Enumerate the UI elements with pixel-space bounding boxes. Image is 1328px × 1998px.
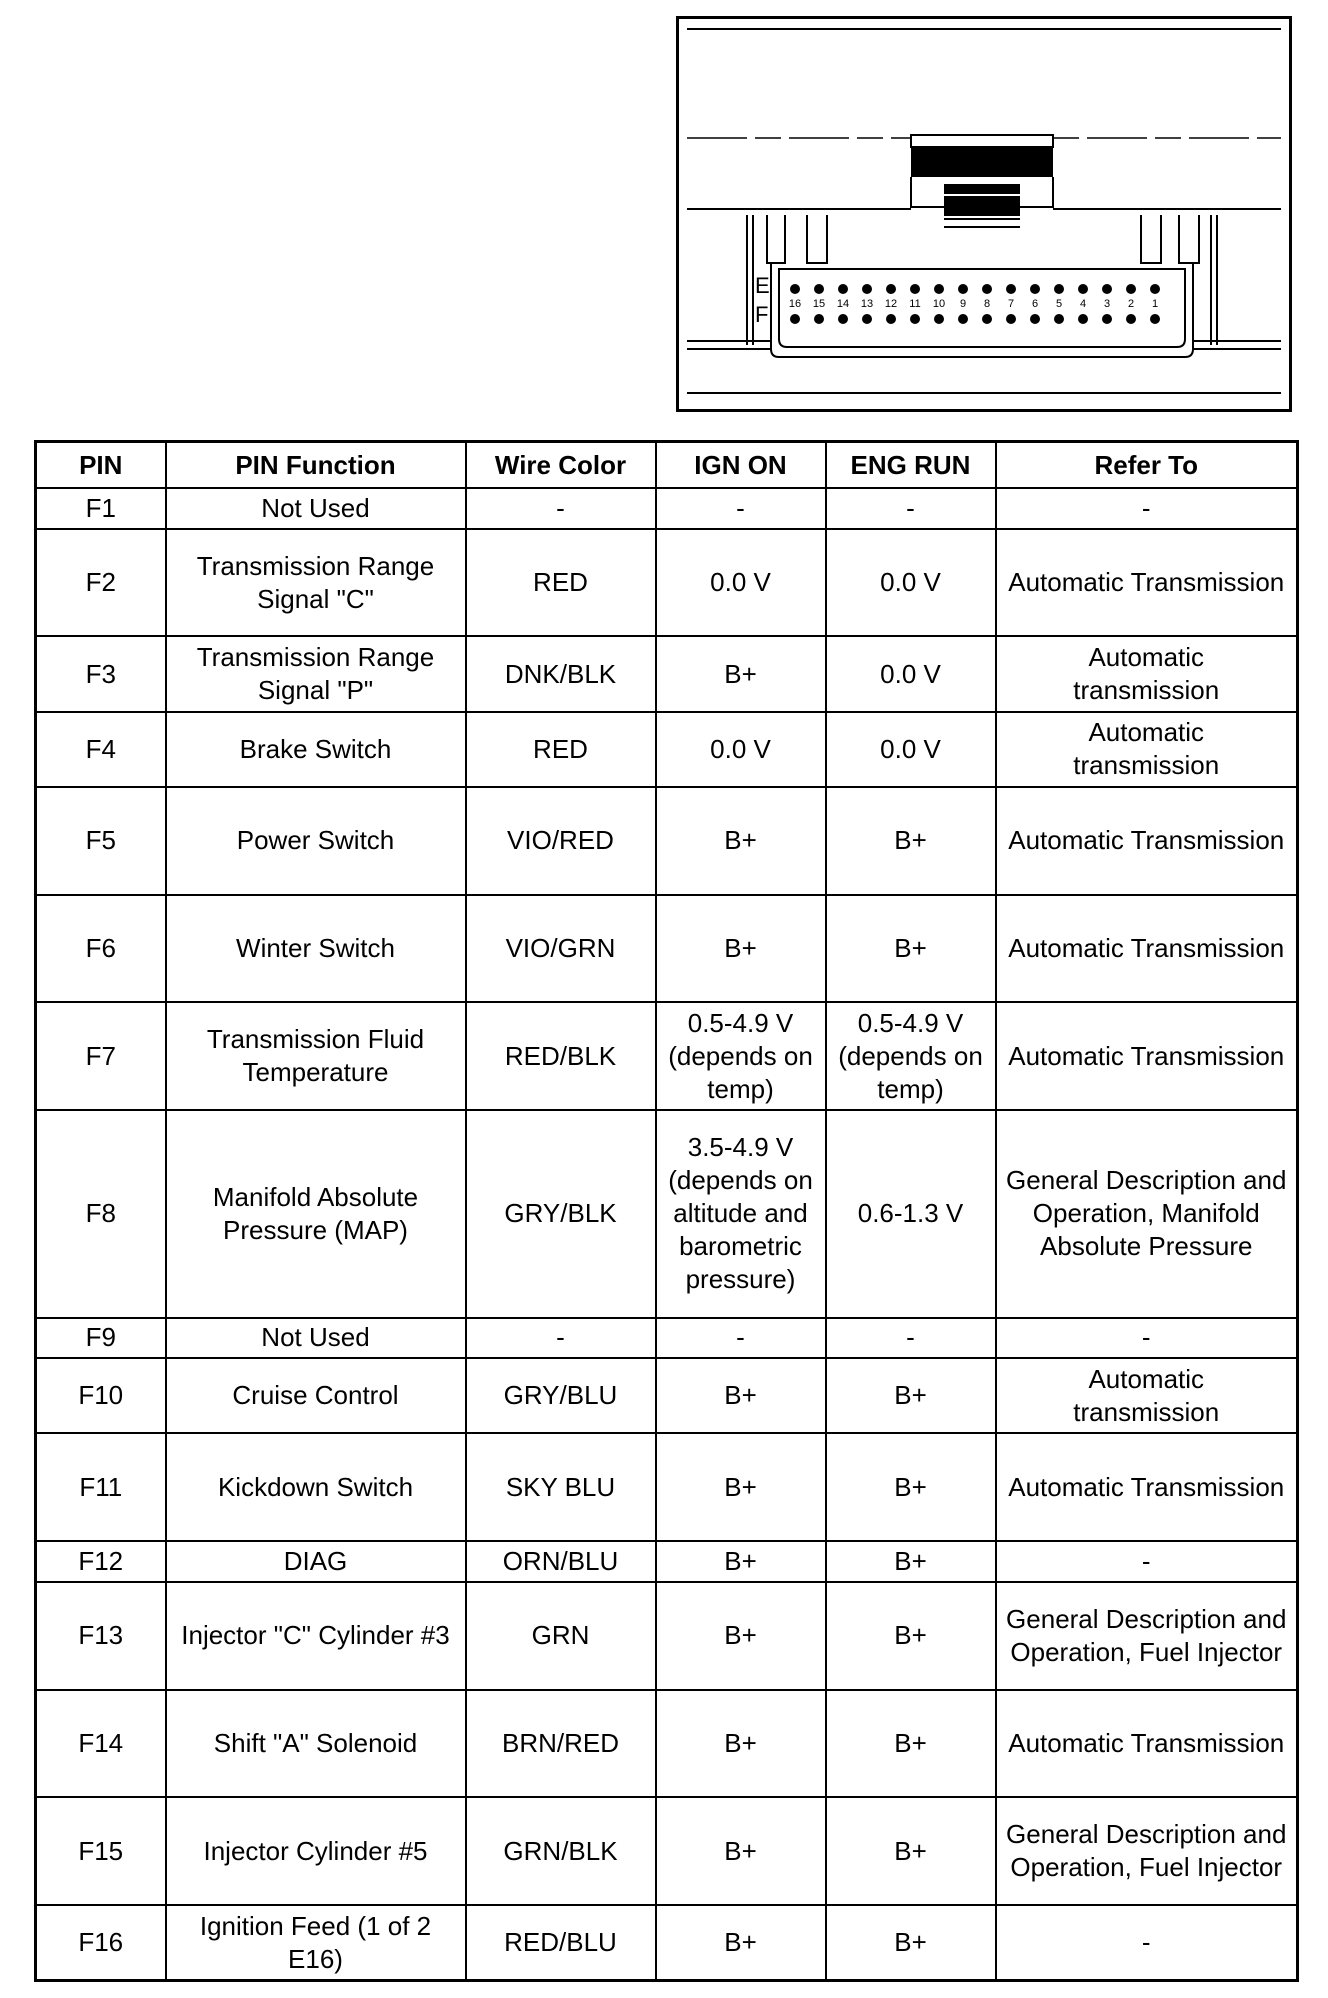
- pin-dot-e: [1102, 284, 1112, 294]
- refer-to-cell: -: [996, 1318, 1298, 1359]
- pin-dot-e: [1078, 284, 1088, 294]
- wire-color-cell: SKY BLU: [466, 1433, 656, 1541]
- pin-dot-e: [1126, 284, 1136, 294]
- pin-cell: F10: [36, 1358, 166, 1433]
- ign-on-cell: 3.5-4.9 V (depends on altitude and barometric pressure): [656, 1110, 826, 1317]
- wire-color-cell: RED/BLK: [466, 1002, 656, 1110]
- eng-run-cell: B+: [826, 787, 996, 895]
- ign-on-cell: B+: [656, 1433, 826, 1541]
- table-row: [36, 1905, 1298, 1980]
- pin-dot-f: [1102, 314, 1112, 324]
- pin-dot-e: [982, 284, 992, 294]
- wire-color-cell: RED: [466, 712, 656, 787]
- pin-dot-e: [910, 284, 920, 294]
- eng-run-cell: -: [826, 488, 996, 529]
- pin-cell: F15: [36, 1797, 166, 1905]
- wire-color-cell: -: [466, 1318, 656, 1359]
- pin-cell: F16: [36, 1905, 166, 1980]
- refer-to-cell: General Description and Operation, Manifold Absolute Pressure: [996, 1110, 1298, 1317]
- table-row: [36, 1318, 1298, 1359]
- pin-cell: F6: [36, 895, 166, 1003]
- pin-function-cell: Transmission Fluid Temperature: [166, 1002, 466, 1110]
- pin-cell: F8: [36, 1110, 166, 1317]
- eng-run-cell: B+: [826, 895, 996, 1003]
- table-row: [36, 1433, 1298, 1541]
- header-ign-on: IGN ON: [656, 442, 826, 489]
- eng-run-cell: 0.0 V: [826, 636, 996, 711]
- eng-run-cell: B+: [826, 1358, 996, 1433]
- pin-dot-f: [958, 314, 968, 324]
- pin-number-label: 6: [1031, 298, 1039, 310]
- wire-color-cell: BRN/RED: [466, 1690, 656, 1798]
- refer-to-cell: Automatic Transmission: [996, 529, 1298, 637]
- wire-color-cell: RED/BLU: [466, 1905, 656, 1980]
- pin-dot-f: [862, 314, 872, 324]
- refer-to-line-1: Automatic: [1088, 717, 1205, 748]
- pin-number-label: 13: [860, 298, 874, 310]
- ign-on-cell: B+: [656, 636, 826, 711]
- pin-dot-e: [934, 284, 944, 294]
- ign-on-cell: 0.0 V: [656, 712, 826, 787]
- pin-cell: F11: [36, 1433, 166, 1541]
- table-row: [36, 529, 1298, 637]
- pin-cell: F14: [36, 1690, 166, 1798]
- pin-function-cell: Kickdown Switch: [166, 1433, 466, 1541]
- table-row: [36, 787, 1298, 895]
- ign-on-cell: B+: [656, 787, 826, 895]
- eng-run-cell: 0.0 V: [826, 712, 996, 787]
- refer-to-cell: -: [996, 1541, 1298, 1582]
- pin-dot-e: [862, 284, 872, 294]
- pin-dot-f: [1030, 314, 1040, 324]
- eng-run-cell: 0.6-1.3 V: [826, 1110, 996, 1317]
- pin-number-label: 9: [959, 298, 967, 310]
- eng-run-cell: B+: [826, 1582, 996, 1690]
- pin-cell: F5: [36, 787, 166, 895]
- pin-cell: F3: [36, 636, 166, 711]
- pin-dot-f: [1054, 314, 1064, 324]
- eng-run-cell: B+: [826, 1690, 996, 1798]
- pin-dot-f: [886, 314, 896, 324]
- header-wire-color: Wire Color: [466, 442, 656, 489]
- eng-run-cell: B+: [826, 1797, 996, 1905]
- header-pin: PIN: [36, 442, 166, 489]
- pin-number-label: 8: [983, 298, 991, 310]
- row-label-e: E: [755, 273, 770, 298]
- pin-function-cell: Not Used: [166, 1318, 466, 1359]
- refer-to-line-1: Automatic: [1088, 642, 1205, 673]
- ign-on-cell: 0.5-4.9 V (depends on temp): [656, 1002, 826, 1110]
- header-pin-function: PIN Function: [166, 442, 466, 489]
- pin-function-cell: Power Switch: [166, 787, 466, 895]
- pin-dot-e: [1006, 284, 1016, 294]
- refer-to-line-1: Automatic: [1088, 1363, 1205, 1394]
- eng-run-cell: 0.5-4.9 V (depends on temp): [826, 1002, 996, 1110]
- ign-on-cell: B+: [656, 1905, 826, 1980]
- pin-function-cell: Brake Switch: [166, 712, 466, 787]
- pin-dot-e: [790, 284, 800, 294]
- pin-cell: F4: [36, 712, 166, 787]
- table-row: [36, 1358, 1298, 1433]
- pin-function-cell: Injector "C" Cylinder #3: [166, 1582, 466, 1690]
- pin-dot-f: [1078, 314, 1088, 324]
- wire-color-cell: GRN/BLK: [466, 1797, 656, 1905]
- pin-function-cell: DIAG: [166, 1541, 466, 1582]
- pin-dot-f: [838, 314, 848, 324]
- refer-to-cell: Automatic Transmission: [996, 1690, 1298, 1798]
- refer-to-line-2: transmission: [1073, 675, 1220, 706]
- eng-run-cell: 0.0 V: [826, 529, 996, 637]
- pin-number-label: 14: [836, 298, 850, 310]
- refer-to-cell: Automatic Transmission: [996, 895, 1298, 1003]
- connector-drawing: [679, 19, 1289, 409]
- pin-dot-f: [1126, 314, 1136, 324]
- pin-dot-e: [1054, 284, 1064, 294]
- pin-cell: F7: [36, 1002, 166, 1110]
- table-row: [36, 1797, 1298, 1905]
- table-row: [36, 1541, 1298, 1582]
- table-row: [36, 1002, 1298, 1110]
- wire-color-cell: DNK/BLK: [466, 636, 656, 711]
- eng-run-cell: B+: [826, 1905, 996, 1980]
- pin-dot-f: [934, 314, 944, 324]
- row-label-f: F: [755, 302, 769, 327]
- table-row: [36, 1110, 1298, 1317]
- ign-on-cell: B+: [656, 895, 826, 1003]
- pin-function-cell: Cruise Control: [166, 1358, 466, 1433]
- pin-dot-f: [1150, 314, 1160, 324]
- wire-color-cell: GRY/BLU: [466, 1358, 656, 1433]
- wire-color-cell: GRN: [466, 1582, 656, 1690]
- refer-to-cell: General Description and Operation, Fuel Injector: [996, 1582, 1298, 1690]
- pin-function-cell: Shift "A" Solenoid: [166, 1690, 466, 1798]
- pin-number-label: 4: [1079, 298, 1087, 310]
- wire-color-cell: ORN/BLU: [466, 1541, 656, 1582]
- refer-to-cell: -: [996, 488, 1298, 529]
- ign-on-cell: B+: [656, 1358, 826, 1433]
- wire-color-cell: VIO/RED: [466, 787, 656, 895]
- pin-cell: F2: [36, 529, 166, 637]
- pin-number-label: 12: [884, 298, 898, 310]
- pin-dot-e: [1030, 284, 1040, 294]
- eng-run-cell: B+: [826, 1433, 996, 1541]
- pin-function-cell: Ignition Feed (1 of 2 E16): [166, 1905, 466, 1980]
- pin-number-label: 11: [909, 298, 921, 310]
- pin-function-cell: Injector Cylinder #5: [166, 1797, 466, 1905]
- pin-dot-f: [814, 314, 824, 324]
- refer-to-cell: [996, 636, 1298, 711]
- pin-function-cell: Winter Switch: [166, 895, 466, 1003]
- pin-dot-f: [1006, 314, 1016, 324]
- pin-dots: [789, 284, 1160, 324]
- table-header-row: [36, 442, 1298, 489]
- pin-number-label: 2: [1127, 298, 1135, 310]
- refer-to-cell: [996, 712, 1298, 787]
- pin-dot-f: [790, 314, 800, 324]
- wire-color-cell: RED: [466, 529, 656, 637]
- refer-to-line-2: transmission: [1073, 750, 1220, 781]
- refer-to-cell: Automatic Transmission: [996, 1433, 1298, 1541]
- pin-function-cell: Transmission Range Signal "C": [166, 529, 466, 637]
- pin-function-cell: Manifold Absolute Pressure (MAP): [166, 1110, 466, 1317]
- ign-on-cell: -: [656, 488, 826, 529]
- pin-number-label: 7: [1007, 298, 1015, 310]
- eng-run-cell: B+: [826, 1541, 996, 1582]
- pin-function-cell: Not Used: [166, 488, 466, 529]
- pin-dot-e: [838, 284, 848, 294]
- connector-diagram: [676, 16, 1292, 412]
- pin-table: [34, 440, 1299, 1982]
- pin-function-cell: Transmission Range Signal "P": [166, 636, 466, 711]
- refer-to-cell: Automatic Transmission: [996, 787, 1298, 895]
- pin-cell: F9: [36, 1318, 166, 1359]
- ign-on-cell: 0.0 V: [656, 529, 826, 637]
- ign-on-cell: B+: [656, 1541, 826, 1582]
- pin-number-label: 1: [1151, 298, 1159, 310]
- ign-on-cell: B+: [656, 1797, 826, 1905]
- pin-dot-e: [1150, 284, 1160, 294]
- pin-cell: F12: [36, 1541, 166, 1582]
- pin-number-label: 10: [932, 298, 946, 310]
- ign-on-cell: B+: [656, 1690, 826, 1798]
- pin-number-label: 15: [812, 298, 826, 310]
- pin-dot-e: [814, 284, 824, 294]
- header-refer-to: Refer To: [996, 442, 1298, 489]
- pin-cell: F1: [36, 488, 166, 529]
- table-row: [36, 1582, 1298, 1690]
- refer-to-cell: [996, 1358, 1298, 1433]
- refer-to-line-2: transmission: [1073, 1396, 1220, 1427]
- pin-number-label: 3: [1103, 298, 1111, 310]
- wire-color-cell: GRY/BLK: [466, 1110, 656, 1317]
- table-row: [36, 1690, 1298, 1798]
- wire-color-cell: -: [466, 488, 656, 529]
- pin-number-label: 16: [788, 298, 802, 310]
- pin-dot-f: [982, 314, 992, 324]
- table-row: [36, 712, 1298, 787]
- pin-dot-e: [958, 284, 968, 294]
- refer-to-cell: -: [996, 1905, 1298, 1980]
- pin-dot-f: [910, 314, 920, 324]
- table-row: [36, 488, 1298, 529]
- wire-color-cell: VIO/GRN: [466, 895, 656, 1003]
- table-row: [36, 895, 1298, 1003]
- ign-on-cell: -: [656, 1318, 826, 1359]
- refer-to-cell: Automatic Transmission: [996, 1002, 1298, 1110]
- table-row: [36, 636, 1298, 711]
- header-eng-run: ENG RUN: [826, 442, 996, 489]
- pin-number-label: 5: [1055, 298, 1063, 310]
- ign-on-cell: B+: [656, 1582, 826, 1690]
- pin-dot-e: [886, 284, 896, 294]
- eng-run-cell: -: [826, 1318, 996, 1359]
- pin-cell: F13: [36, 1582, 166, 1690]
- refer-to-cell: General Description and Operation, Fuel Injector: [996, 1797, 1298, 1905]
